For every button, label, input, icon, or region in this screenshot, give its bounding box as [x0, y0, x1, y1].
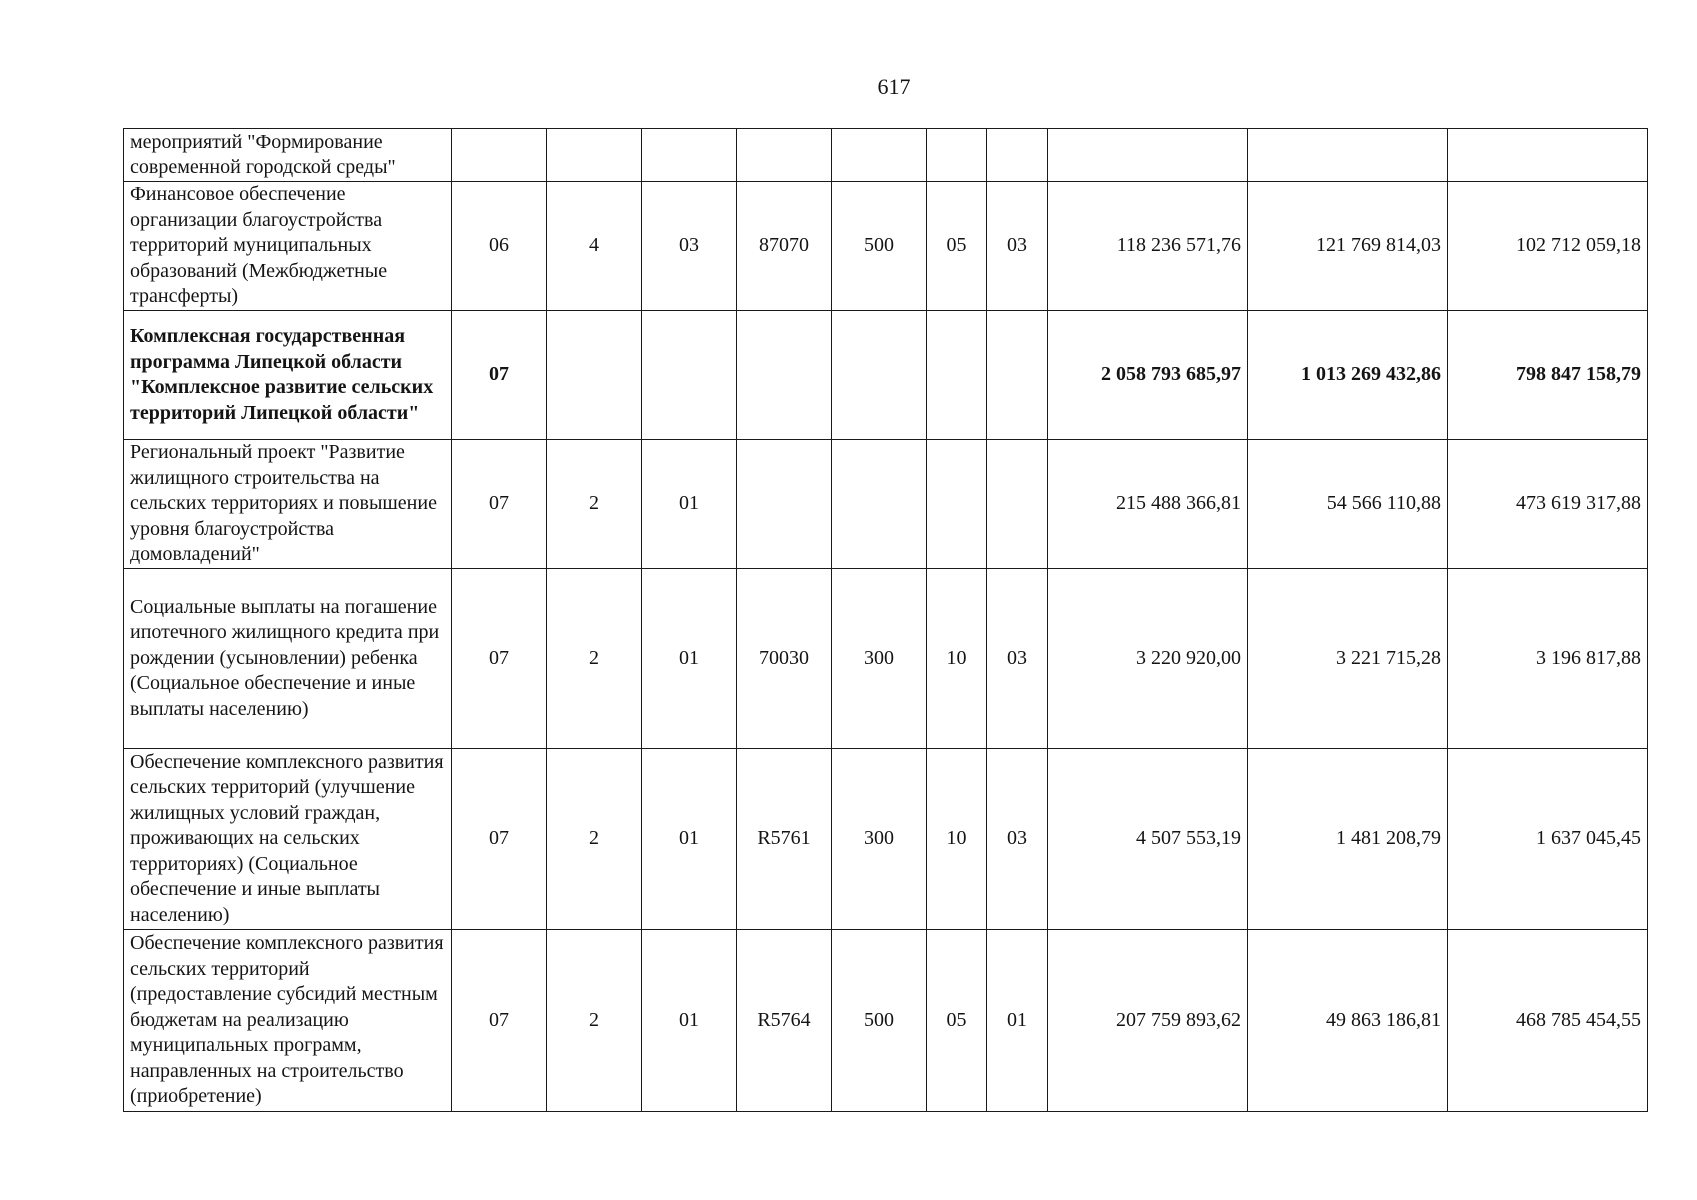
row-name: Комплексная государственная программа Липецкой области "Комплексное развитие сельских территорий Липецкой области"	[124, 311, 452, 440]
section-code: 10	[927, 749, 987, 930]
subsection-code: 03	[987, 569, 1048, 749]
row-name: Социальные выплаты на погашение ипотечного жилищного кредита при рождении (усыновлении) ребенка (Социальное обеспечение и иные выплаты населению)	[124, 569, 452, 749]
subprogram-code: 2	[547, 930, 642, 1112]
table-row	[124, 182, 1648, 311]
direction-code: R5764	[737, 930, 832, 1112]
page-number: 617	[877, 74, 911, 99]
subprogram-code: 2	[547, 440, 642, 569]
amount-year-3: 102 712 059,18	[1448, 182, 1648, 311]
table-row	[124, 749, 1648, 930]
direction-code: 87070	[737, 182, 832, 311]
amount-year-2: 121 769 814,03	[1248, 182, 1448, 311]
subprogram-code	[547, 129, 642, 182]
amount-year-3: 3 196 817,88	[1448, 569, 1648, 749]
expense-type-code	[832, 129, 927, 182]
expense-type-code: 500	[832, 930, 927, 1112]
subsection-code	[987, 129, 1048, 182]
row-name: Обеспечение комплексного развития сельских территорий (предоставление субсидий местным бюджетам на реализацию муниципальных программ, направленных на строительство (приобретение)	[124, 930, 452, 1112]
table-row	[124, 569, 1648, 749]
program-code: 07	[452, 311, 547, 440]
table-row	[124, 311, 1648, 440]
amount-year-1: 118 236 571,76	[1048, 182, 1248, 311]
amount-year-2: 1 481 208,79	[1248, 749, 1448, 930]
budget-table	[123, 128, 1648, 1112]
subsection-code: 03	[987, 182, 1048, 311]
row-name: Региональный проект "Развитие жилищного строительства на сельских территориях и повышение уровня благоустройства домовладений"	[124, 440, 452, 569]
amount-year-1	[1048, 129, 1248, 182]
program-code: 07	[452, 440, 547, 569]
amount-year-1: 207 759 893,62	[1048, 930, 1248, 1112]
section-code	[927, 129, 987, 182]
direction-code	[737, 440, 832, 569]
expense-type-code: 300	[832, 569, 927, 749]
row-name: Обеспечение комплексного развития сельских территорий (улучшение жилищных условий граждан, проживающих на сельских территориях) (Социальное обеспечение и иные выплаты населению)	[124, 749, 452, 930]
amount-year-3	[1448, 129, 1648, 182]
amount-year-2	[1248, 129, 1448, 182]
main-event-code: 01	[642, 569, 737, 749]
section-code: 05	[927, 182, 987, 311]
direction-code	[737, 311, 832, 440]
amount-year-2: 54 566 110,88	[1248, 440, 1448, 569]
program-code: 07	[452, 930, 547, 1112]
expense-type-code	[832, 311, 927, 440]
expense-type-code: 300	[832, 749, 927, 930]
section-code: 10	[927, 569, 987, 749]
main-event-code	[642, 311, 737, 440]
main-event-code: 01	[642, 440, 737, 569]
table-row	[124, 129, 1648, 182]
row-name: Финансовое обеспечение организации благоустройства территорий муниципальных образований (Межбюджетные трансферты)	[124, 182, 452, 311]
section-code	[927, 440, 987, 569]
table-row	[124, 440, 1648, 569]
expense-type-code	[832, 440, 927, 569]
amount-year-1: 215 488 366,81	[1048, 440, 1248, 569]
direction-code: R5761	[737, 749, 832, 930]
direction-code: 70030	[737, 569, 832, 749]
main-event-code: 01	[642, 749, 737, 930]
amount-year-3: 473 619 317,88	[1448, 440, 1648, 569]
amount-year-1: 3 220 920,00	[1048, 569, 1248, 749]
amount-year-3: 798 847 158,79	[1448, 311, 1648, 440]
expense-type-code: 500	[832, 182, 927, 311]
subprogram-code	[547, 311, 642, 440]
subprogram-code: 4	[547, 182, 642, 311]
subsection-code: 01	[987, 930, 1048, 1112]
program-code: 06	[452, 182, 547, 311]
section-code: 05	[927, 930, 987, 1112]
subsection-code: 03	[987, 749, 1048, 930]
program-code	[452, 129, 547, 182]
amount-year-3: 468 785 454,55	[1448, 930, 1648, 1112]
amount-year-2: 1 013 269 432,86	[1248, 311, 1448, 440]
subprogram-code: 2	[547, 569, 642, 749]
subsection-code	[987, 440, 1048, 569]
section-code	[927, 311, 987, 440]
program-code: 07	[452, 749, 547, 930]
main-event-code: 03	[642, 182, 737, 311]
main-event-code: 01	[642, 930, 737, 1112]
subprogram-code: 2	[547, 749, 642, 930]
amount-year-1: 4 507 553,19	[1048, 749, 1248, 930]
main-event-code	[642, 129, 737, 182]
subsection-code	[987, 311, 1048, 440]
amount-year-3: 1 637 045,45	[1448, 749, 1648, 930]
table-row	[124, 930, 1648, 1112]
row-name: мероприятий "Формирование современной городской среды"	[124, 129, 452, 182]
amount-year-2: 3 221 715,28	[1248, 569, 1448, 749]
program-code: 07	[452, 569, 547, 749]
amount-year-2: 49 863 186,81	[1248, 930, 1448, 1112]
amount-year-1: 2 058 793 685,97	[1048, 311, 1248, 440]
direction-code	[737, 129, 832, 182]
